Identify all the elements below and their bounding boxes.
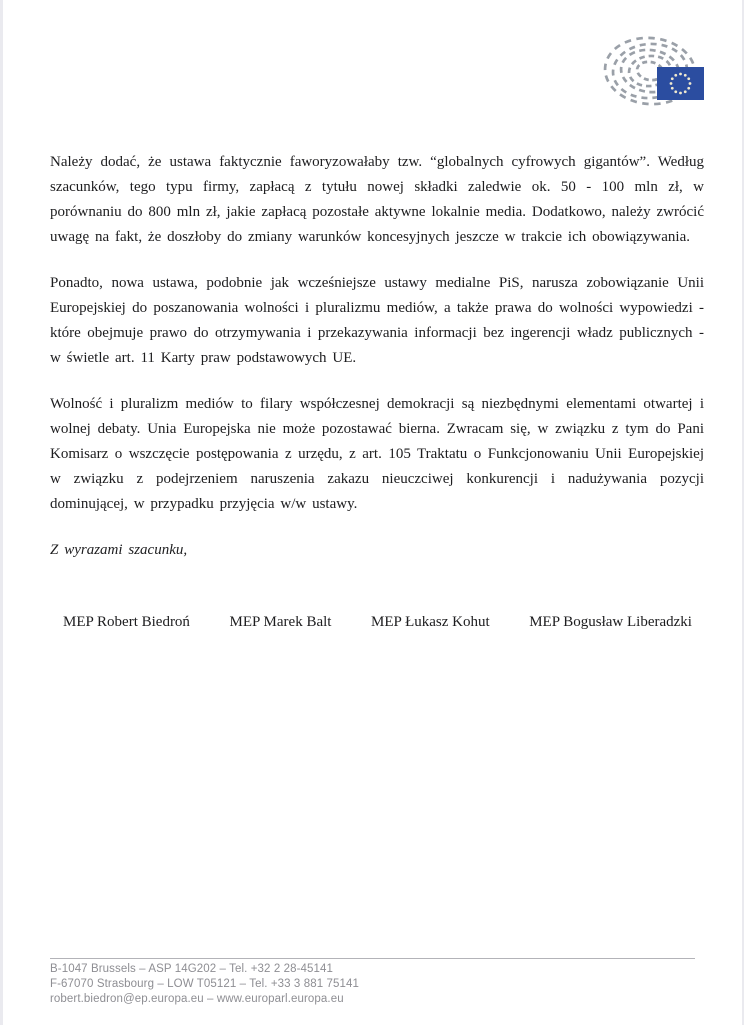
letter-body [50,150,704,635]
page-right-edge [742,0,744,1025]
footer-contact-links: robert.biedron@ep.europa.eu – www.europarl.europa.eu [50,993,344,1005]
paragraph-1: Należy dodać, że ustawa faktycznie faworyzowałaby tzw. “globalnych cyfrowych gigantów”. Według szacunków, tego typu firmy, zapłacą z tytułu nowej składki zaledwie ok. 50 - 100 mln zł, w porównaniu do 800 mln zł, jakie zapłacą pozostałe aktywne lokalnie media. Dodatkowo, należy zwrócić uwagę na fakt, że doszłoby do zmiany warunków koncesyjnych jeszcze w trakcie ich obowiązywania. [50,154,704,245]
european-parliament-logo [600,36,706,106]
closing-salutation: Z wyrazami szacunku, [50,542,188,558]
eu-flag-icon [657,67,704,100]
signature-mep-biedron: MEP Robert Biedroń [63,614,190,630]
page-left-edge [0,0,3,1025]
signature-mep-balt: MEP Marek Balt [229,614,332,630]
paragraph-2: Ponadto, nowa ustawa, podobnie jak wcześniejsze ustawy medialne PiS, narusza zobowiązanie Unii Europejskiej do poszanowania wolności i pluralizmu mediów, a także prawa do wolności wypowiedzi - które obejmuje prawo do otrzymywania i przekazywania informacji bez ingerencji władz publicznych - w świetle art. 11 Karty praw podstawowych UE. [50,275,704,366]
signature-row [50,610,704,635]
footer-brussels-address: B-1047 Brussels – ASP 14G202 – Tel. +32 2 28-45141 [50,963,334,975]
paragraph-3: Wolność i pluralizm mediów to filary współczesnej demokracji są niezbędnymi elementami otwartej i wolnej debaty. Unia Europejska nie może pozostawać bierna. Zwracam się, w związku z tym do Pani Komisarz o wszczęcie postępowania z urzędu, z art. 105 Traktatu o Funkcjonowaniu Unii Europejskiej w związku z podejrzeniem naruszenia zakazu nieuczciwej konkurencji i nadużywania pozycji dominującej, w przypadku przyjęcia w/w ustawy. [50,396,704,512]
signature-mep-liberadzki: MEP Bogusław Liberadzki [529,614,692,630]
signature-mep-kohut: MEP Łukasz Kohut [371,614,490,630]
footer-strasbourg-address: F-67070 Strasbourg – LOW T05121 – Tel. +33 3 881 75141 [50,978,359,990]
letterhead-footer [50,958,695,1007]
